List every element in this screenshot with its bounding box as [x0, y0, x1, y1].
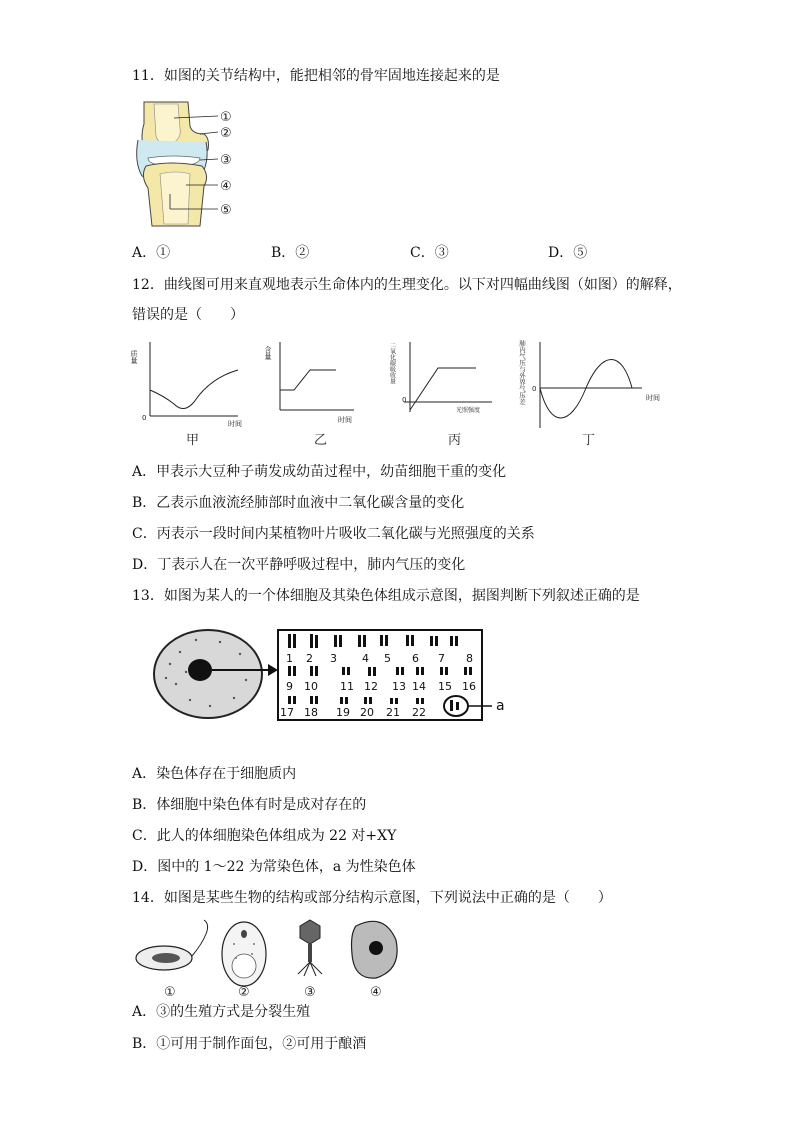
chr-num-22: 22	[412, 706, 426, 719]
chr-num-17: 17	[280, 706, 294, 719]
chr-num-18: 18	[304, 706, 318, 719]
chr-num-16: 16	[462, 680, 476, 693]
q11-option-d[interactable]: D．⑤	[548, 245, 588, 261]
chart-bing-ylabel: 二氧化碳吸收量	[388, 342, 396, 384]
joint-diagram	[130, 100, 260, 228]
chart-jia-origin: 0	[142, 414, 147, 422]
q11-option-b[interactable]: B．②	[271, 245, 310, 261]
joint-label-2: ②	[220, 126, 232, 141]
chr-num-11: 11	[340, 680, 354, 693]
q11-option-c[interactable]: C．③	[410, 245, 449, 261]
chr-num-2: 2	[306, 652, 313, 665]
q12-option-a[interactable]: A．甲表示大豆种子萌发成幼苗过程中，幼苗细胞干重的变化	[132, 464, 507, 480]
chart-bing-caption: 丙	[448, 433, 462, 448]
sex-chromosome-marker: a	[496, 698, 505, 714]
chr-num-8: 8	[466, 652, 473, 665]
chr-num-14: 14	[412, 680, 426, 693]
joint-label-3: ③	[220, 153, 232, 168]
q13-option-a[interactable]: A．染色体存在于细胞质内	[132, 766, 297, 782]
organism-label-1: ①	[164, 985, 176, 1000]
chart-bing-xlabel: 光照强度	[456, 407, 481, 414]
q12-option-d[interactable]: D．丁表示人在一次平静呼吸过程中，肺内气压的变化	[132, 557, 466, 573]
chr-num-3: 3	[330, 652, 337, 665]
organisms-diagram	[130, 914, 410, 1000]
organism-label-4: ④	[370, 985, 382, 1000]
chr-num-20: 20	[360, 706, 374, 719]
yeast-figure	[222, 922, 266, 986]
chart-jia	[130, 340, 254, 450]
q12-stem-line1: 12．曲线图可用来直观地表示生命体内的生理变化。以下对四幅曲线图（如图）的解释，	[132, 277, 682, 293]
chr-num-5: 5	[384, 652, 391, 665]
chart-bing	[388, 340, 512, 450]
q14-option-a[interactable]: A．③的生殖方式是分裂生殖	[132, 1004, 311, 1020]
chart-ding-caption: 丁	[582, 433, 596, 448]
q13-option-b[interactable]: B．体细胞中染色体有时是成对存在的	[132, 797, 367, 813]
chr-num-19: 19	[336, 706, 350, 719]
chr-num-21: 21	[386, 706, 400, 719]
q11-stem: 11．如图的关节结构中，能把相邻的骨牢固地连接起来的是	[132, 68, 500, 84]
organism-label-2: ②	[238, 985, 250, 1000]
chr-num-6: 6	[412, 652, 419, 665]
chart-bing-origin: 0	[402, 396, 407, 404]
chart-ding	[520, 338, 670, 450]
q11-option-a[interactable]: A．①	[132, 245, 171, 261]
chr-num-10: 10	[304, 680, 318, 693]
chart-jia-ylabel: 质量	[130, 350, 138, 364]
bacterium-figure	[136, 920, 208, 970]
joint-label-1: ①	[220, 110, 232, 125]
chr-num-4: 4	[362, 652, 369, 665]
cell-figure	[352, 921, 398, 978]
cell-karyotype-diagram	[150, 624, 520, 724]
chart-ding-ylabel: 肺内气压与外界气压差	[518, 340, 526, 405]
q12-stem-line2: 错误的是（ ）	[132, 307, 244, 323]
chr-num-7: 7	[438, 652, 445, 665]
chr-num-15: 15	[438, 680, 452, 693]
chr-num-9: 9	[286, 680, 293, 693]
chart-yi-caption: 乙	[314, 433, 328, 448]
q14-stem: 14．如图是某些生物的结构或部分结构示意图，下列说法中正确的是（ ）	[132, 890, 612, 906]
chart-ding-origin: 0	[532, 385, 537, 393]
q12-option-c[interactable]: C．丙表示一段时间内某植物叶片吸收二氧化碳与光照强度的关系	[132, 526, 535, 542]
virus-figure	[298, 920, 322, 976]
chart-ding-xlabel: 时间	[646, 394, 660, 402]
chart-yi-xlabel: 时间	[338, 416, 352, 424]
joint-label-5: ⑤	[220, 203, 232, 218]
chart-jia-xlabel: 时间	[228, 420, 242, 428]
chart-yi	[264, 340, 364, 450]
chart-yi-ylabel: 含量	[264, 346, 272, 360]
q14-option-b[interactable]: B．①可用于制作面包，②可用于酿酒	[132, 1036, 367, 1052]
joint-label-4: ④	[220, 179, 232, 194]
chr-num-1: 1	[286, 652, 293, 665]
q13-option-c[interactable]: C．此人的体细胞染色体组成为 22 对+XY	[132, 828, 397, 844]
chr-num-13: 13	[392, 680, 406, 693]
chr-num-12: 12	[364, 680, 378, 693]
q12-option-b[interactable]: B．乙表示血液流经肺部时血液中二氧化碳含量的变化	[132, 495, 465, 511]
q13-stem: 13．如图为某人的一个体细胞及其染色体组成示意图，据图判断下列叙述正确的是	[132, 588, 640, 604]
chart-jia-caption: 甲	[186, 433, 200, 448]
q13-option-d[interactable]: D．图中的 1～22 为常染色体，a 为性染色体	[132, 859, 416, 875]
organism-label-3: ③	[304, 985, 316, 1000]
